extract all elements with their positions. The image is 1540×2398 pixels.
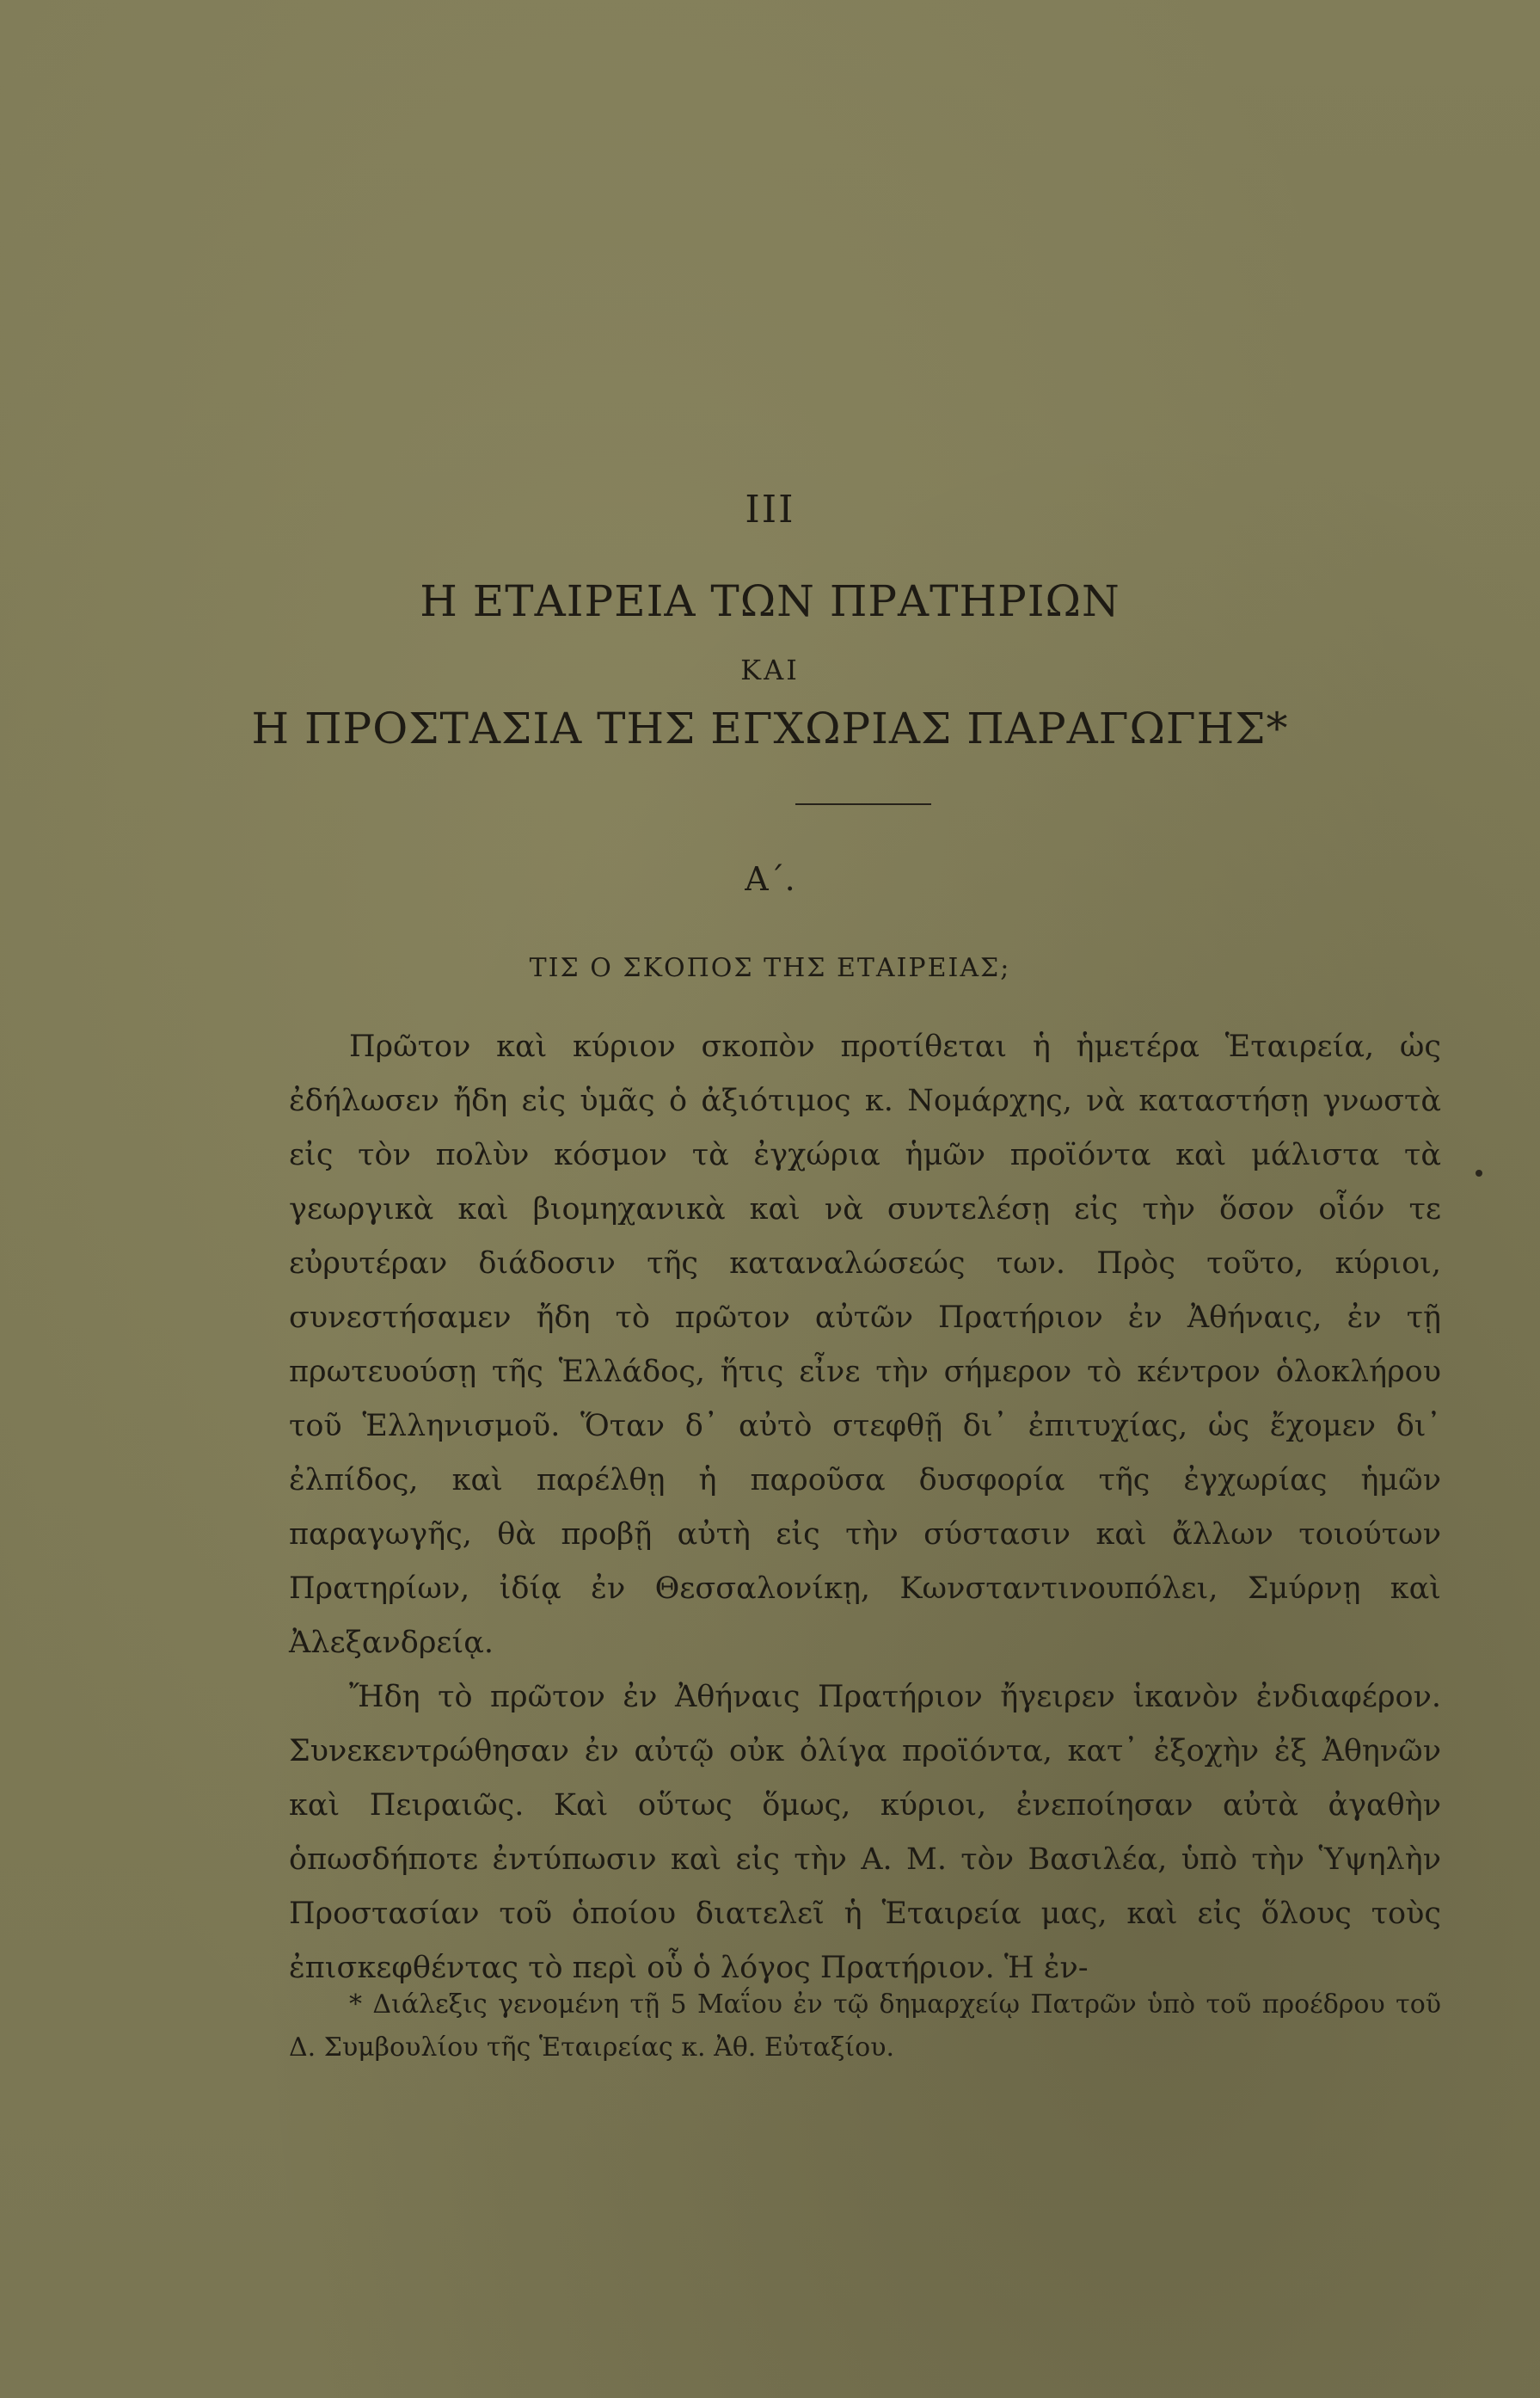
- paragraph-2: Ἤδη τὸ πρῶτον ἐν Ἀθήναις Πρατήριον ἤγειρεν ἱκανὸν ἐνδιαφέρον. Συνεκεντρώθησαν ἐν αὐτῷ οὐκ ὀλίγα προϊόντα, κατ᾽ ἐξοχὴν ἐξ Ἀθηνῶν καὶ Πειραιῶς. Καὶ οὕτως ὅμως, κύριοι, ἐνεποίησαν αὐτὰ ἀγαθὴν ὁπωσδήποτε ἐντύπωσιν καὶ εἰς τὴν Α. Μ. τὸν Βασιλέα, ὑπὸ τὴν Ὑψηλὴν Προστασίαν τοῦ ὁποίου διατελεῖ ἡ Ἑταιρεία μας, καὶ εἰς ὅλους τοὺς ἐπισκεφθέντας τὸ περὶ οὗ ὁ λόγος Πρατήριον. Ἡ ἐν-: [289, 1680, 1441, 1985]
- body-text: [289, 1020, 1441, 1995]
- ink-speck: [1476, 1170, 1482, 1177]
- title-rule-divider: [795, 803, 931, 805]
- footnote: * Διάλεξις γενομένη τῇ 5 Μαΐου ἐν τῷ δημαρχείῳ Πατρῶν ὑπὸ τοῦ προέδρου τοῦ Δ. Συμβουλίου τῆς Ἑταιρείας κ. Ἀθ. Εὐταξίου.: [289, 1989, 1441, 2063]
- section-letter: Α΄.: [745, 860, 795, 898]
- title-line-1: Η ΕΤΑΙΡΕΙΑ ΤΩΝ ΠΡΑΤΗΡΙΩΝ: [420, 576, 1120, 626]
- section-heading: ΤΙΣ Ο ΣΚΟΠΟΣ ΤΗΣ ΕΤΑΙΡΕΙΑΣ;: [529, 953, 1011, 983]
- title-connector: ΚΑΙ: [740, 654, 800, 686]
- chapter-number: III: [745, 488, 795, 532]
- title-line-2: Η ΠΡΟΣΤΑΣΙΑ ΤΗΣ ΕΓΧΩΡΙΑΣ ΠΑΡΑΓΩΓΗΣ*: [251, 704, 1289, 753]
- paragraph-1: Πρῶτον καὶ κύριον σκοπὸν προτίθεται ἡ ἡμετέρα Ἑταιρεία, ὡς ἐδήλωσεν ἤδη εἰς ὑμᾶς ὁ ἀξιότιμος κ. Νομάρχης, νὰ καταστήσῃ γνωστὰ εἰς τὸν πολὺν κόσμον τὰ ἐγχώρια ἡμῶν προϊόντα καὶ μάλιστα τὰ γεωργικὰ καὶ βιομηχανικὰ καὶ νὰ συντελέσῃ εἰς τὴν ὅσον οἷόν τε εὐρυτέραν διάδοσιν τῆς καταναλώσεώς των. Πρὸς τοῦτο, κύριοι, συνεστήσαμεν ἤδη τὸ πρῶτον αὐτῶν Πρατήριον ἐν Ἀθήναις, ἐν τῇ πρωτευούσῃ τῆς Ἑλλάδος, ἥτις εἶνε τὴν σήμερον τὸ κέντρον ὁλοκλήρου τοῦ Ἑλληνισμοῦ. Ὅταν δ᾽ αὐτὸ στεφθῇ δι᾽ ἐπιτυχίας, ὡς ἔχομεν δι᾽ ἐλπίδος, καὶ παρέλθῃ ἡ παροῦσα δυσφορία τῆς ἐγχωρίας ἡμῶν παραγωγῆς, θὰ προβῇ αὐτὴ εἰς τὴν σύστασιν καὶ ἄλλων τοιούτων Πρατηρίων, ἰδίᾳ ἐν Θεσσαλονίκῃ, Κωνσταντινουπόλει, Σμύρνῃ καὶ Ἀλεξανδρείᾳ.: [289, 1030, 1441, 1660]
